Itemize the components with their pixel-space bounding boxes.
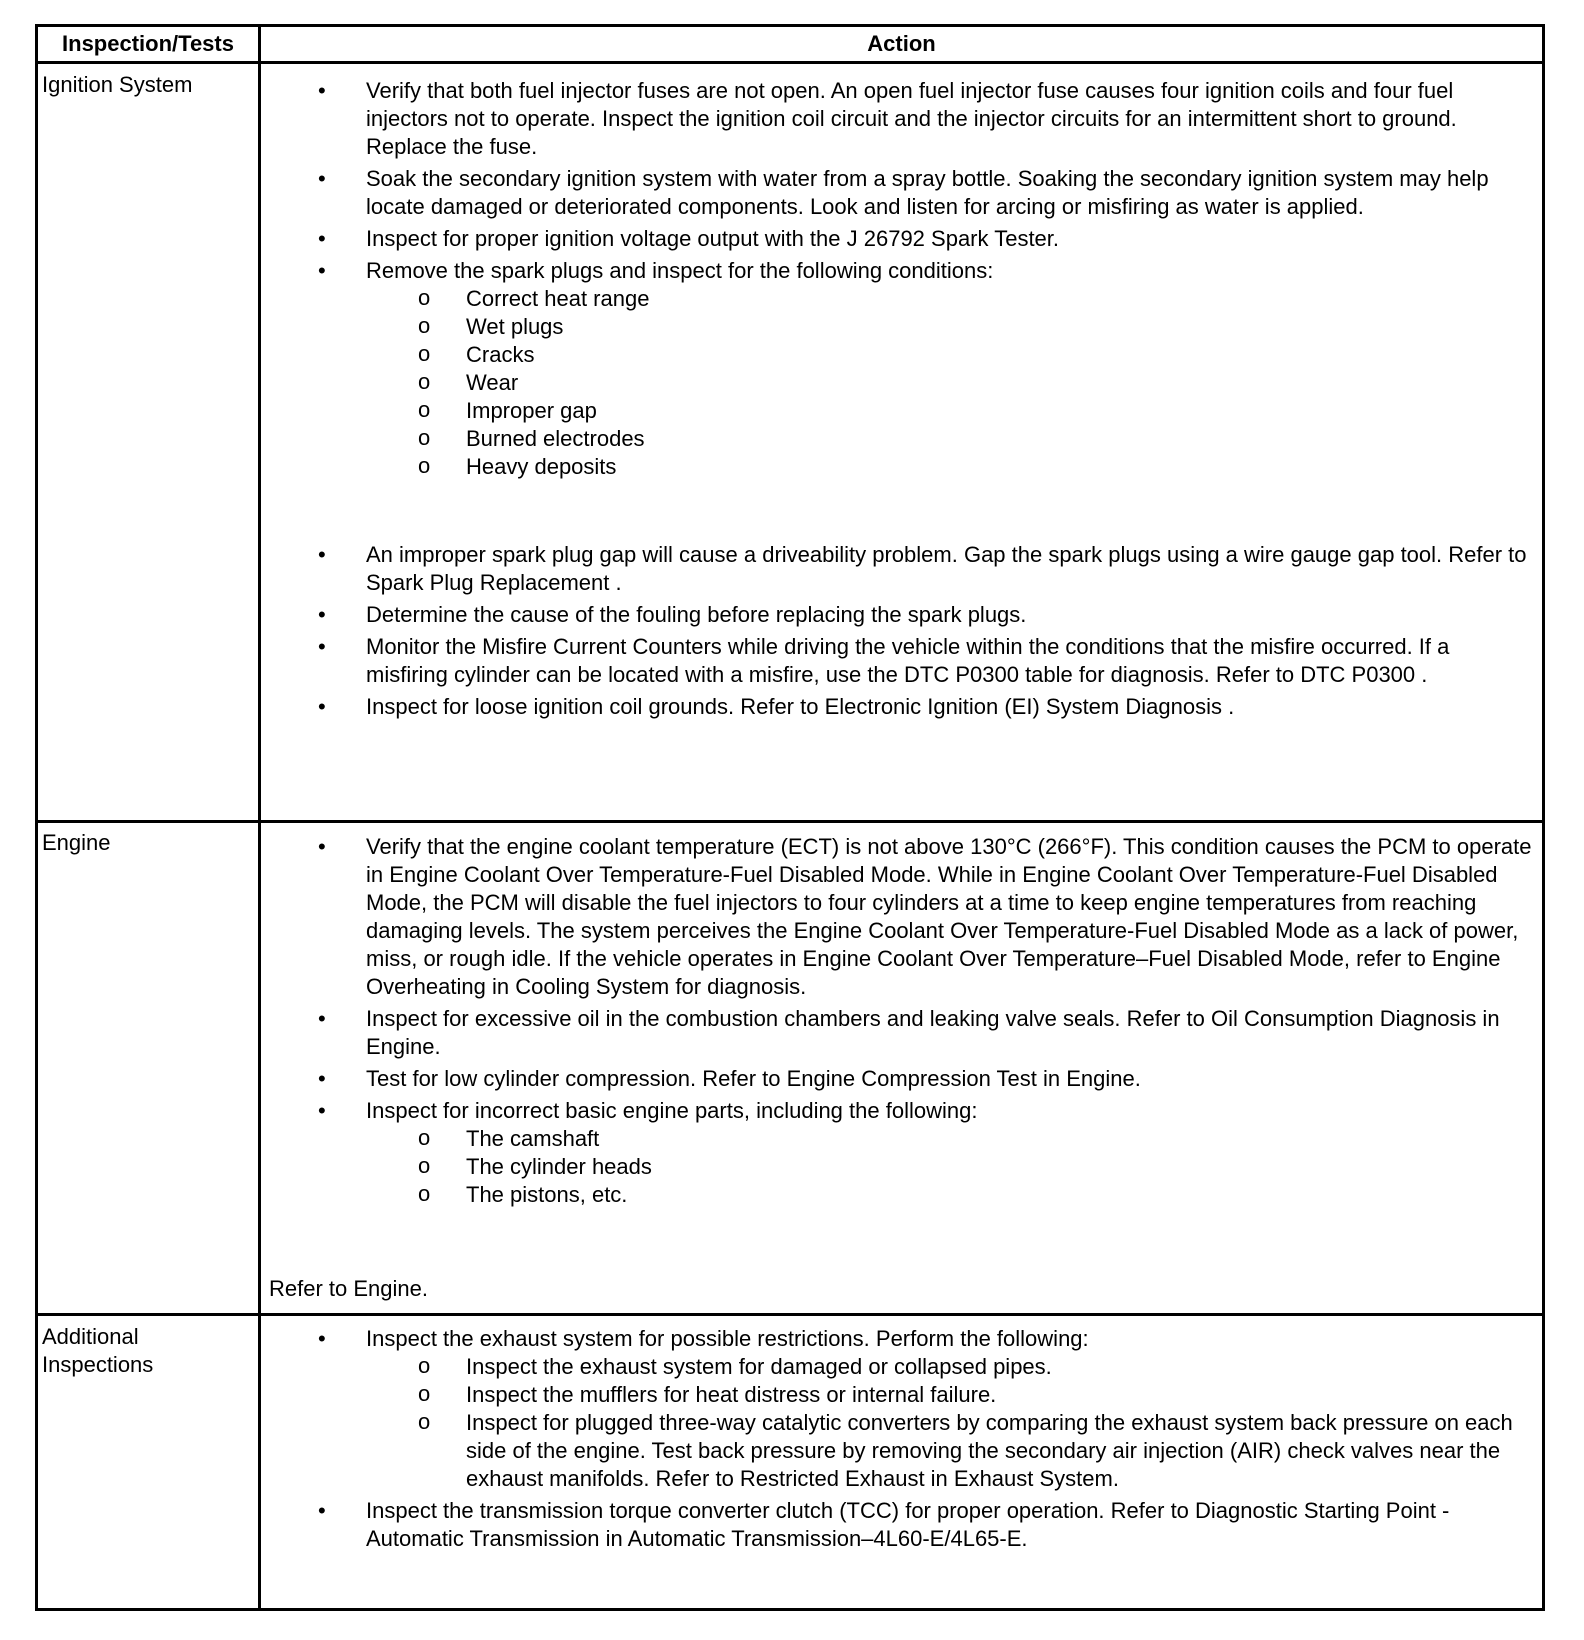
list-item: • Test for low cylinder compression. Refer to Engine Compression Test in Engine. xyxy=(261,1065,1542,1093)
row-label-ignition-system: Ignition System xyxy=(42,72,193,97)
row-divider xyxy=(38,1313,1542,1316)
sub-list-item: o The camshaft xyxy=(366,1125,1534,1153)
sub-list-item: o Burned electrodes xyxy=(366,425,1534,453)
row-divider xyxy=(38,820,1542,823)
row-action-additional-inspections xyxy=(261,1325,1542,1557)
header-divider xyxy=(38,61,1542,64)
row-label-additional-inspections: Additional Inspections xyxy=(42,1324,154,1377)
sub-list-item: o Inspect the mufflers for heat distress or internal failure. xyxy=(366,1381,1530,1409)
row-action-ignition-system xyxy=(261,77,1542,725)
list-item xyxy=(261,1325,1542,1493)
list-item: • Monitor the Misfire Current Counters while driving the vehicle within the conditions that the misfire occurred. If a misfiring cylinder can be located with a misfire, use the DTC P0300 table for diagnosis. Refer to DTC P0300 . xyxy=(261,633,1542,689)
list-item: • Verify that the engine coolant temperature (ECT) is not above 130°C (266°F). This condition causes the PCM to operate in Engine Coolant Over Temperature-Fuel Disabled Mode. While in Engine Coolant Over Temperature-Fuel Disabled Mode, the PCM will disable the fuel injectors to four cylinders at a time to keep engine temperatures from reaching damaging levels. The system perceives the Engine Coolant Over Temperature-Fuel Disabled Mode as a lack of power, miss, or rough idle. If the vehicle operates in Engine Coolant Over Temperature–Fuel Disabled Mode, refer to Engine Overheating in Cooling System for diagnosis. xyxy=(261,833,1542,1001)
list-item xyxy=(261,1097,1542,1209)
sub-list-item: o Heavy deposits xyxy=(366,453,1534,481)
list-item-text: Inspect the exhaust system for possible restrictions. Perform the following: xyxy=(366,1326,1089,1351)
header-inspection-tests: Inspection/Tests xyxy=(62,31,234,56)
list-item: • Inspect for excessive oil in the combustion chambers and leaking valve seals. Refer to Oil Consumption Diagnosis in Engine. xyxy=(261,1005,1542,1061)
sub-list-item: o Improper gap xyxy=(366,397,1534,425)
list-item xyxy=(261,257,1542,481)
sub-list-item: o Wet plugs xyxy=(366,313,1534,341)
list-item: • Inspect the transmission torque converter clutch (TCC) for proper operation. Refer to Diagnostic Starting Point - Automatic Transmission in Automatic Transmission–4L60-E/4L65-E. xyxy=(261,1497,1542,1553)
sub-list-item: o The cylinder heads xyxy=(366,1153,1534,1181)
sub-list-item: o Inspect for plugged three-way catalytic converters by comparing the exhaust system back pressure on each side of the engine. Test back pressure by removing the secondary air injection (AIR) check valves near the exhaust manifolds. Refer to Restricted Exhaust in Exhaust System. xyxy=(366,1409,1530,1493)
inspection-table xyxy=(35,24,1545,1611)
list-item: • Verify that both fuel injector fuses are not open. An open fuel injector fuse causes four ignition coils and four fuel injectors not to operate. Inspect the ignition coil circuit and the injector circuits for an intermittent short to ground. Replace the fuse. xyxy=(261,77,1542,161)
list-item-text: Inspect for incorrect basic engine parts, including the following: xyxy=(366,1098,978,1123)
list-item: • Inspect for proper ignition voltage output with the J 26792 Spark Tester. xyxy=(261,225,1542,253)
list-item: • Determine the cause of the fouling before replacing the spark plugs. xyxy=(261,601,1542,629)
sub-list-item: o Wear xyxy=(366,369,1534,397)
header-action: Action xyxy=(867,31,936,56)
engine-footer-text: Refer to Engine. xyxy=(269,1276,428,1301)
engine-footer-container xyxy=(261,1275,1542,1305)
list-item: • Inspect for loose ignition coil grounds. Refer to Electronic Ignition (EI) System Diagnosis . xyxy=(261,693,1542,721)
sub-list-item: o The pistons, etc. xyxy=(366,1181,1534,1209)
list-item: • An improper spark plug gap will cause a driveability problem. Gap the spark plugs using a wire gauge gap tool. Refer to Spark Plug Replacement . xyxy=(261,541,1542,597)
sub-list-item: o Inspect the exhaust system for damaged or collapsed pipes. xyxy=(366,1353,1530,1381)
list-item-text: Remove the spark plugs and inspect for the following conditions: xyxy=(366,258,994,283)
sub-list-item: o Correct heat range xyxy=(366,285,1534,313)
sub-list-item: o Cracks xyxy=(366,341,1534,369)
row-label-engine: Engine xyxy=(42,830,111,855)
list-item: • Soak the secondary ignition system with water from a spray bottle. Soaking the secondary ignition system may help locate damaged or deteriorated components. Look and listen for arcing or misfiring as water is applied. xyxy=(261,165,1542,221)
